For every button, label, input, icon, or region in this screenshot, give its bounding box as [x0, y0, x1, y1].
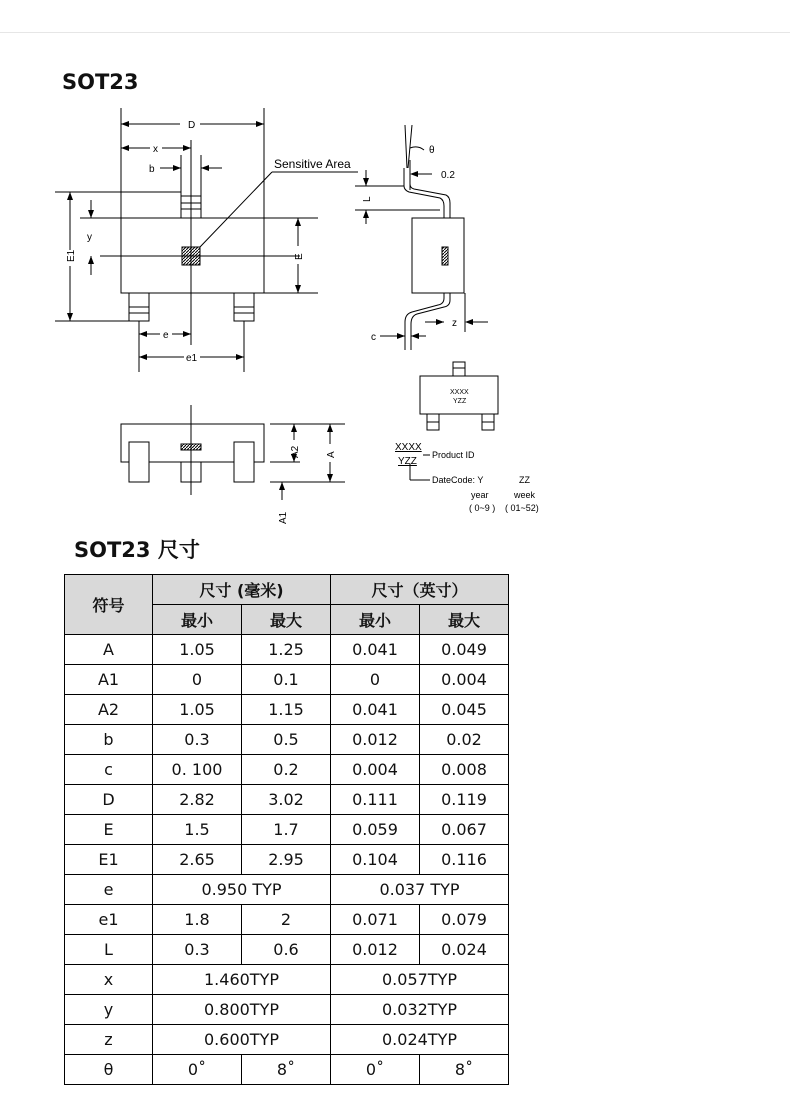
- cell-in-max: 0.049: [420, 635, 509, 665]
- chip-mark-line1: XXXX: [450, 389, 469, 396]
- cell-in-max: 0.024: [420, 935, 509, 965]
- cell-mm-min: 0. 100: [153, 755, 242, 785]
- section-title: SOT23: [62, 70, 139, 94]
- cell-in-min: 0.111: [331, 785, 420, 815]
- cell-mm-min: 0˚: [153, 1055, 242, 1085]
- cell-in-min: 0.071: [331, 905, 420, 935]
- cell-mm-min: 0.3: [153, 725, 242, 755]
- cell-in-max: 8˚: [420, 1055, 509, 1085]
- header-in-max: 最大: [420, 605, 509, 635]
- package-outline-drawing: [0, 100, 560, 530]
- table-row: [65, 845, 509, 875]
- legend-datecode: DateCode: Y: [432, 475, 484, 485]
- cell-sym: b: [65, 725, 153, 755]
- header-mm: 尺寸 (毫米): [153, 575, 331, 605]
- cell-sym: c: [65, 755, 153, 785]
- cell-mm-max: 2.95: [242, 845, 331, 875]
- label-c: c: [371, 332, 376, 343]
- table-title: SOT23 尺寸: [74, 538, 200, 562]
- table-row: [65, 755, 509, 785]
- cell-sym: z: [65, 1025, 153, 1055]
- table-row: [65, 965, 509, 995]
- table-row: [65, 635, 509, 665]
- label-sensitive-area: Sensitive Area: [274, 157, 351, 171]
- cell-sym: E: [65, 815, 153, 845]
- cell-in-min: 0.059: [331, 815, 420, 845]
- cell-mm-min: 1.8: [153, 905, 242, 935]
- table-row: [65, 665, 509, 695]
- legend-xxxx: XXXX: [395, 442, 422, 453]
- legend-week: week: [514, 490, 536, 500]
- table-row: [65, 785, 509, 815]
- cell-in-min: 0.041: [331, 695, 420, 725]
- table-row: [65, 815, 509, 845]
- cell-in-typ: 0.057TYP: [331, 965, 509, 995]
- cell-in-max: 0.004: [420, 665, 509, 695]
- cell-mm-max: 0.6: [242, 935, 331, 965]
- cell-sym: A1: [65, 665, 153, 695]
- header-mm-max: 最大: [242, 605, 331, 635]
- header-in-min: 最小: [331, 605, 420, 635]
- cell-sym: θ: [65, 1055, 153, 1085]
- table-row: [65, 1055, 509, 1085]
- label-A1: A1: [278, 511, 289, 524]
- label-theta: θ: [429, 145, 435, 156]
- label-z: z: [452, 318, 457, 329]
- cell-in-min: 0: [331, 665, 420, 695]
- legend-week-range: ( 01~52): [505, 503, 539, 513]
- cell-mm-max: 3.02: [242, 785, 331, 815]
- cell-in-min: 0˚: [331, 1055, 420, 1085]
- legend-product-id: Product ID: [432, 450, 475, 460]
- table-row: [65, 995, 509, 1025]
- table-row: [65, 725, 509, 755]
- cell-mm-max: 1.25: [242, 635, 331, 665]
- table-row: [65, 1025, 509, 1055]
- cell-sym: y: [65, 995, 153, 1025]
- cell-sym: x: [65, 965, 153, 995]
- label-E1: E1: [66, 249, 77, 262]
- cell-mm-max: 2: [242, 905, 331, 935]
- legend-yzz: YZZ: [398, 456, 417, 467]
- cell-in-typ: 0.037 TYP: [331, 875, 509, 905]
- table-row: [65, 875, 509, 905]
- dimensions-table-body: [65, 635, 509, 1085]
- cell-in-min: 0.012: [331, 725, 420, 755]
- cell-sym: e1: [65, 905, 153, 935]
- label-y: y: [87, 232, 92, 243]
- cell-mm-min: 2.82: [153, 785, 242, 815]
- cell-in-max: 0.008: [420, 755, 509, 785]
- cell-sym: e: [65, 875, 153, 905]
- cell-mm-min: 2.65: [153, 845, 242, 875]
- cell-sym: A2: [65, 695, 153, 725]
- cell-mm-typ: 0.950 TYP: [153, 875, 331, 905]
- cell-sym: L: [65, 935, 153, 965]
- top-divider: [0, 32, 790, 33]
- cell-mm-typ: 0.800TYP: [153, 995, 331, 1025]
- cell-mm-typ: 1.460TYP: [153, 965, 331, 995]
- cell-mm-min: 1.5: [153, 815, 242, 845]
- cell-in-max: 0.02: [420, 725, 509, 755]
- cell-sym: E1: [65, 845, 153, 875]
- cell-in-min: 0.012: [331, 935, 420, 965]
- cell-in-min: 0.004: [331, 755, 420, 785]
- chip-mark-line2: YZZ: [453, 398, 467, 405]
- cell-sym: D: [65, 785, 153, 815]
- label-L: L: [362, 196, 373, 202]
- header-inch: 尺寸（英寸）: [331, 575, 509, 605]
- label-E: E: [294, 253, 305, 260]
- cell-mm-min: 1.05: [153, 695, 242, 725]
- header-symbol: 符号: [65, 575, 153, 635]
- label-b: b: [149, 164, 155, 175]
- cell-in-min: 0.104: [331, 845, 420, 875]
- label-D: D: [188, 120, 196, 131]
- cell-in-min: 0.041: [331, 635, 420, 665]
- cell-in-max: 0.079: [420, 905, 509, 935]
- legend-year: year: [471, 490, 489, 500]
- cell-in-max: 0.116: [420, 845, 509, 875]
- cell-in-max: 0.067: [420, 815, 509, 845]
- cell-mm-max: 1.15: [242, 695, 331, 725]
- cell-in-typ: 0.032TYP: [331, 995, 509, 1025]
- cell-mm-max: 0.1: [242, 665, 331, 695]
- cell-sym: A: [65, 635, 153, 665]
- cell-mm-max: 0.5: [242, 725, 331, 755]
- header-mm-min: 最小: [153, 605, 242, 635]
- cell-in-max: 0.045: [420, 695, 509, 725]
- cell-in-typ: 0.024TYP: [331, 1025, 509, 1055]
- label-A: A: [326, 451, 337, 458]
- cell-mm-min: 0: [153, 665, 242, 695]
- label-A2: A2: [290, 445, 301, 458]
- table-row: [65, 935, 509, 965]
- side-view-body: [412, 218, 464, 293]
- cell-mm-max: 1.7: [242, 815, 331, 845]
- label-0.2: 0.2: [441, 170, 455, 181]
- label-e1: e1: [186, 353, 198, 364]
- label-e: e: [163, 330, 169, 341]
- dimensions-table: [64, 574, 509, 1085]
- cell-mm-typ: 0.600TYP: [153, 1025, 331, 1055]
- cell-in-max: 0.119: [420, 785, 509, 815]
- cell-mm-min: 1.05: [153, 635, 242, 665]
- cell-mm-min: 0.3: [153, 935, 242, 965]
- cell-mm-max: 0.2: [242, 755, 331, 785]
- label-x: x: [153, 144, 158, 155]
- cell-mm-max: 8˚: [242, 1055, 331, 1085]
- table-row: [65, 695, 509, 725]
- legend-zz: ZZ: [519, 475, 530, 485]
- legend-year-range: ( 0~9 ): [469, 503, 496, 513]
- table-row: [65, 905, 509, 935]
